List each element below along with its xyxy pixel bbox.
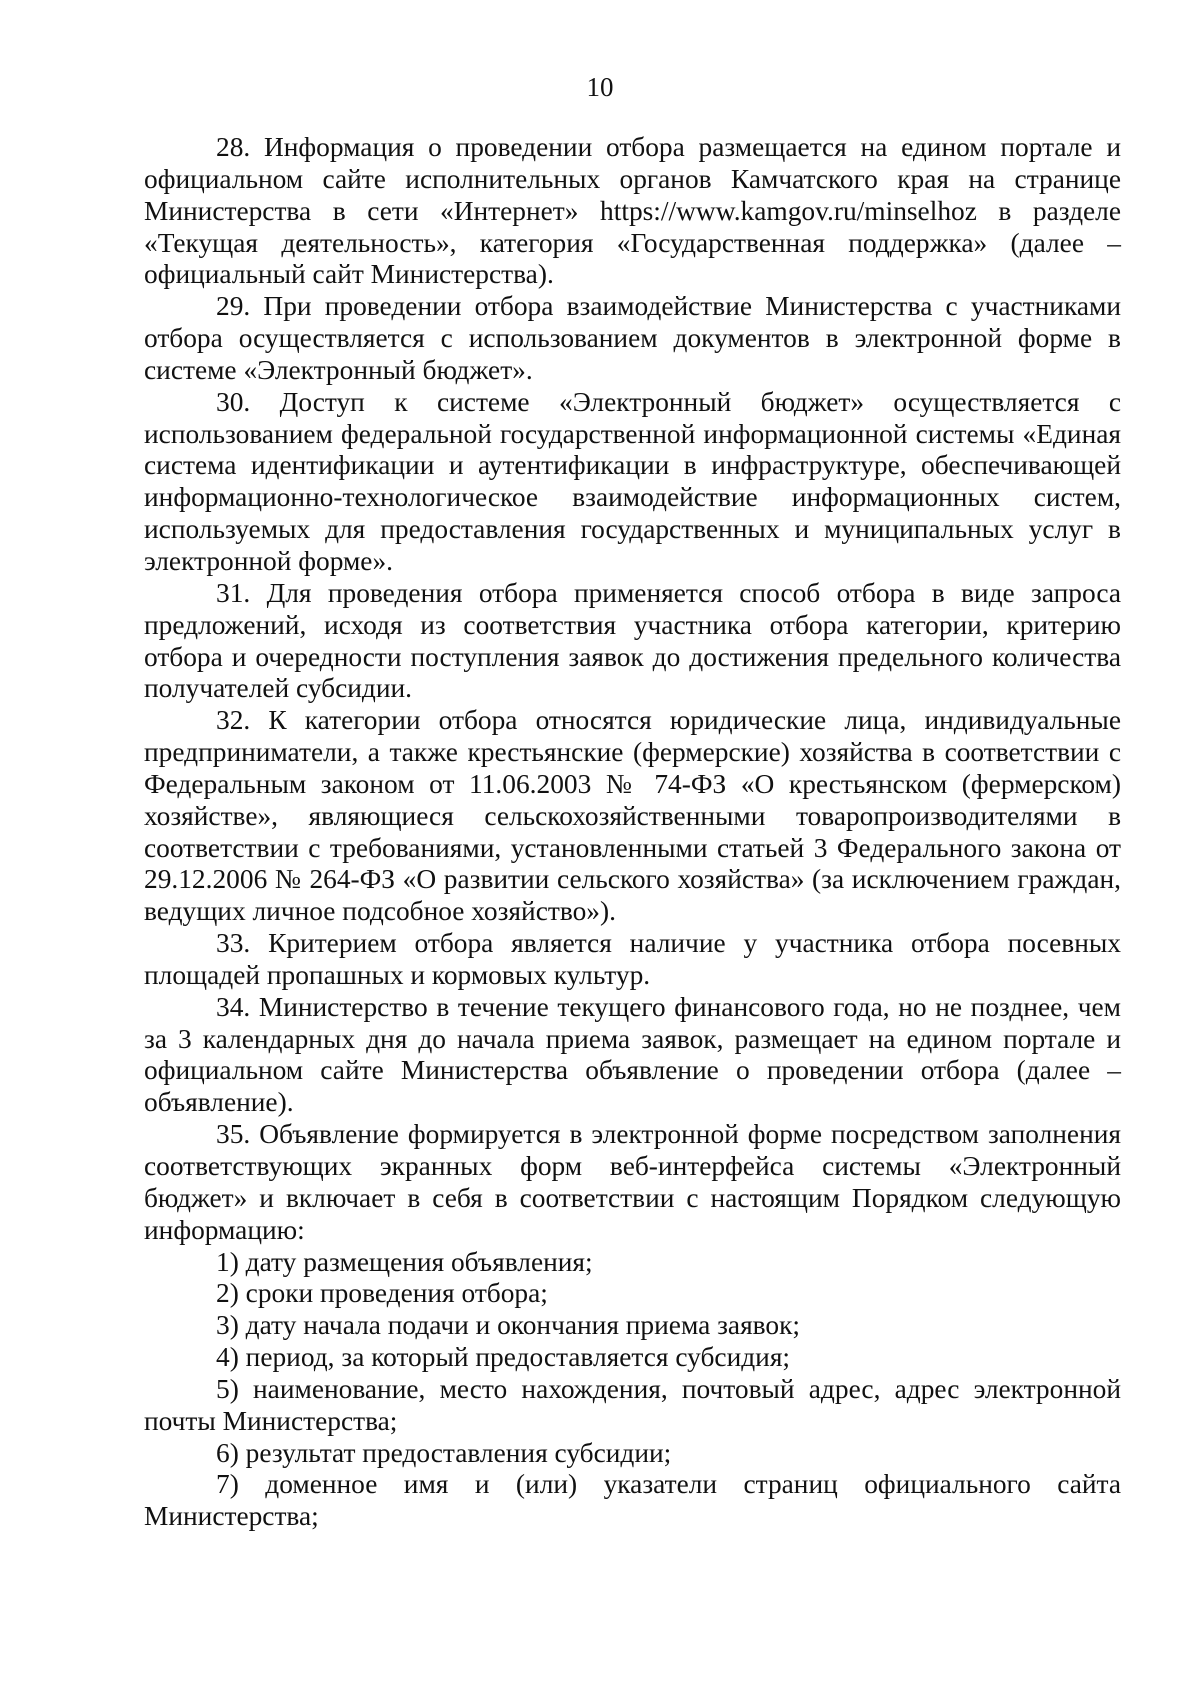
paragraph-30: 30. Доступ к системе «Электронный бюджет» осуществляется с использованием федеральной государственной информационной системы «Единая система идентификации и аутентификации в инфраструктуре, обеспечивающей информационно-технологическое взаимодействие информационных систем, используемых для предоставления государственных и муниципальных услуг в электронной форме». (144, 386, 1121, 576)
paragraph-34: 34. Министерство в течение текущего финансового года, но не позднее, чем за 3 календарных дня до начала приема заявок, размещает на едином портале и официальном сайте Министерства объявление о проведении отбора (далее – объявление). (144, 991, 1121, 1118)
list-item-4: 4) период, за который предоставляется субсидия; (216, 1342, 791, 1373)
list-item-5: 5) наименование, место нахождения, почтовый адрес, адрес электронной почты Министерства; (144, 1373, 1121, 1436)
document-body (144, 132, 1121, 1533)
list-item-7: 7) доменное имя и (или) указатели страниц официального сайта Министерства; (144, 1469, 1121, 1532)
paragraph-28: 28. Информация о проведении отбора размещается на едином портале и официальном сайте исполнительных органов Камчатского края на странице Министерства в сети «Интернет» https://www.kamgov.ru/minselhoz в разделе «Текущая деятельность», категория «Государственная поддержка» (далее – официальный сайт Министерства). (144, 132, 1121, 290)
paragraph-35: 35. Объявление формируется в электронной форме посредством заполнения соответствующих экранных форм веб-интерфейса системы «Электронный бюджет» и включает в себя в соответствии с настоящим Порядком следующую информацию: (144, 1119, 1121, 1245)
list-item-1: 1) дату размещения объявления; (216, 1246, 593, 1277)
list-item-6: 6) результат предоставления субсидии; (216, 1437, 672, 1468)
list-item-2: 2) сроки проведения отбора; (216, 1278, 548, 1309)
paragraph-29: 29. При проведении отбора взаимодействие Министерства с участниками отбора осуществляется с использованием документов в электронной форме в системе «Электронный бюджет». (144, 291, 1121, 385)
paragraph-31: 31. Для проведения отбора применяется способ отбора в виде запроса предложений, исходя из соответствия участника отбора категории, критерию отбора и очередности поступления заявок до достижения предельного количества получателей субсидии. (144, 577, 1121, 704)
paragraph-33: 33. Критерием отбора является наличие у участника отбора посевных площадей пропашных и кормовых культур. (144, 928, 1121, 990)
page-number: 10 (586, 72, 614, 102)
list-item-3: 3) дату начала подачи и окончания приема заявок; (216, 1310, 801, 1341)
paragraph-32: 32. К категории отбора относятся юридические лица, индивидуальные предприниматели, а также крестьянские (фермерские) хозяйства в соответствии с Федеральным законом от 11.06.2003 № 74-ФЗ «О крестьянском (фермерском) хозяйстве», являющиеся сельскохозяйственными товаропроизводителями в соответствии с требованиями, установленными статьей 3 Федерального закона от 29.12.2006 № 264-ФЗ «О развитии сельского хозяйства» (за исключением граждан, ведущих личное подсобное хозяйство»). (144, 705, 1121, 927)
